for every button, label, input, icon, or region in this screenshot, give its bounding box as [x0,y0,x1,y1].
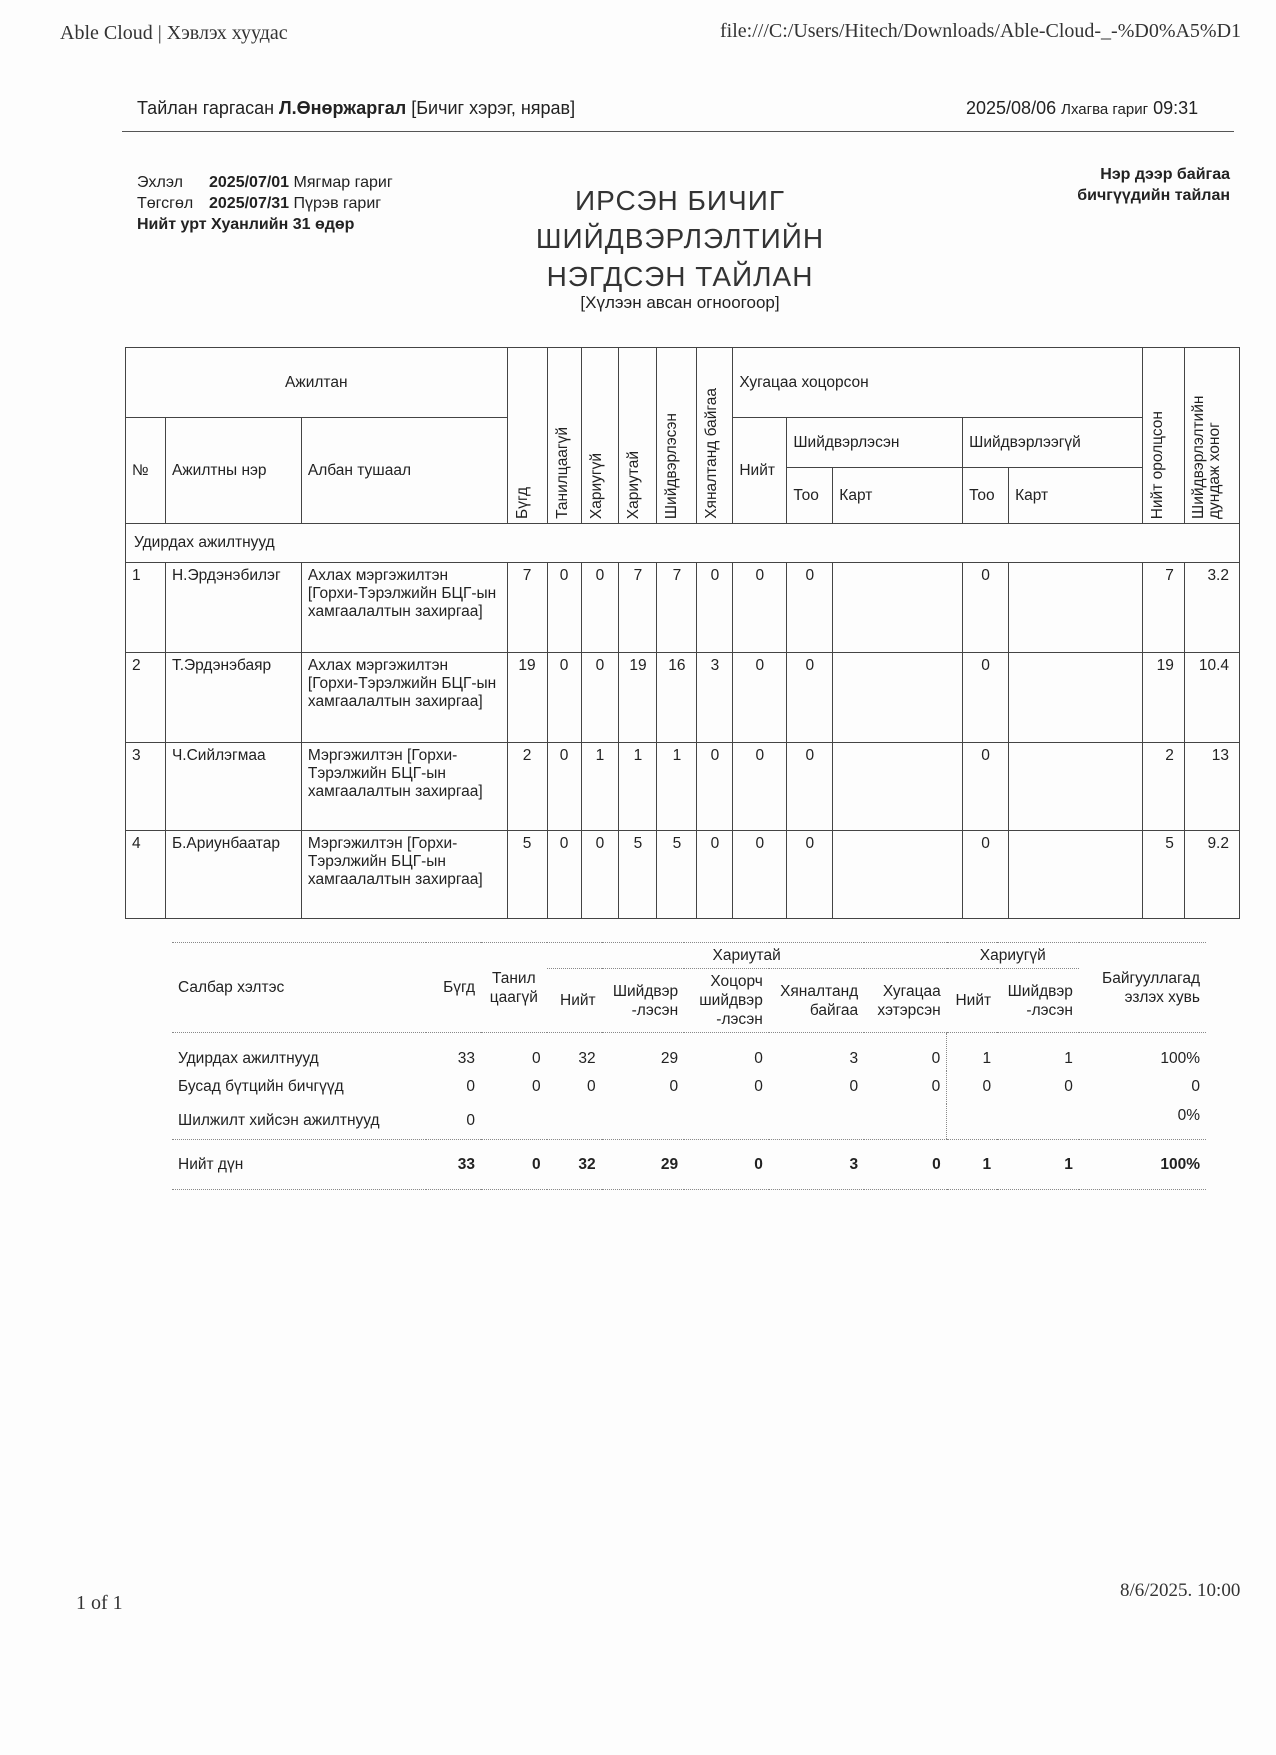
header-unresolved-count: Тоо [963,468,1009,524]
header-divider [122,131,1234,132]
table-row: Удирдах ажилтнууд 33 0 32 29 0 3 0 1 1 100% [172,1033,1206,1071]
generated-by: Тайлан гаргасан Л.Өнөржаргал [Бичиг хэрэг, нярав] [137,98,576,118]
employee-position: Мэргэжилтэн [Горхи-Тэрэлжийн БЦГ-ын хамгаалалтын захиргаа] [301,831,507,919]
header-overdue-unresolved: Шийдвэрлээгүй [963,418,1143,468]
employee-position: Ахлах мэргэжилтэн [Горхи-Тэрэлжийн БЦГ-ын хамгаалалтын захиргаа] [301,563,507,653]
header-in-control: Хяналтанд байгаа [697,348,733,524]
summary-total-row: Нийт дүн 33 0 32 29 0 3 0 1 1 100% [172,1140,1206,1190]
branch-summary-table [172,942,1206,1190]
table-row: 4 Б.Ариунбаатар Мэргэжилтэн [Горхи-Тэрэлжийн БЦГ-ын хамгаалалтын захиргаа] 5 0 0 5 5 0 0 0 0 5 9.2 [126,831,1240,919]
print-header-left: Able Cloud | Хэвлэх хуудас [60,22,288,44]
header-resolved-card: Карт [833,468,963,524]
header-total: Бүгд [507,348,547,524]
header-avg-days: Шийдвэрлэлтийн дундаж хоног [1184,348,1239,524]
generated-date: 2025/08/06 Лхагва гариг 09:31 [966,98,1199,118]
summary-header-noreply-total: Нийт [955,992,992,1009]
table-row: 2 Т.Эрдэнэбаяр Ахлах мэргэжилтэн [Горхи-Тэрэлжийн БЦГ-ын хамгаалалтын захиргаа] 19 0 0 19 16 3 0 0 0 19 10.4 [126,653,1240,743]
table-row: 3 Ч.Сийлэгмаа Мэргэжилтэн [Горхи-Тэрэлжийн БЦГ-ын хамгаалалтын захиргаа] 2 0 1 1 1 0 0 0 0 2 13 [126,743,1240,831]
header-resolved-count: Тоо [787,468,833,524]
header-no: № [126,418,166,524]
summary-header-branch: Салбар хэлтэс [172,943,426,1033]
table-row: Шилжилт хийсэн ажилтнууд 0 0% [172,1104,1206,1140]
header-overdue-resolved: Шийдвэрлэсэн [787,418,963,468]
employee-name: Т.Эрдэнэбаяр [165,653,301,743]
header-position: Албан тушаал [301,418,507,524]
summary-header-total: Бүгд [426,943,481,1033]
summary-header-share: Байгууллагад эзлэх хувь [1079,943,1206,1033]
employee-position: Ахлах мэргэжилтэн [Горхи-Тэрэлжийн БЦГ-ын хамгаалалтын захиргаа] [301,653,507,743]
report-type-note: Нэр дээр байгаа бичгүүдийн тайлан [1077,166,1230,204]
print-header-url: file:///C:/Users/Hitech/Downloads/Able-Cloud-_-%D0%A5%D1 [720,20,1242,42]
employee-name: Ч.Сийлэгмаа [165,743,301,831]
header-resolved: Шийдвэрлэсэн [657,348,697,524]
header-unresolved-card: Карт [1009,468,1143,524]
summary-header-reply-overdue: Хугацаа хэтэрсэн [877,982,941,1019]
report-title: ИРСЭН БИЧИГ ШИЙДВЭРЛЭЛТИЙН НЭГДСЭН ТАЙЛАН [535,185,825,292]
summary-header-noreply-resolved: Шийдвэр -лэсэн [1007,982,1073,1019]
summary-header-unacq: Танил цаагүй [481,943,547,1033]
summary-header-reply-control: Хяналтанд байгаа [780,982,859,1019]
header-total-received: Нийт оролцсон [1142,348,1184,524]
table-row: 1 Н.Эрдэнэбилэг Ахлах мэргэжилтэн [Горхи-Тэрэлжийн БЦГ-ын хамгаалалтын захиргаа] 7 0 0 7 7 0 0 0 0 7 3.2 [126,563,1240,653]
report-subtitle: [Хүлээн авсан огноогоор] [580,293,780,312]
header-with-reply: Хариутай [619,348,657,524]
summary-header-with-reply: Хариутай [547,943,947,969]
header-overdue: Хугацаа хоцорсон [733,348,1143,418]
print-footer-page: 1 of 1 [76,1592,123,1614]
group-label: Удирдах ажилтнууд [126,524,1240,563]
employee-report-table [125,347,1240,919]
print-footer-datetime: 8/6/2025. 10:00 [1120,1580,1241,1601]
employee-name: Н.Эрдэнэбилэг [165,563,301,653]
header-unacquainted: Танилцаагүй [547,348,581,524]
header-overdue-total: Нийт [733,418,787,524]
table-row: Бусад бүтцийн бичгүүд 0 0 0 0 0 0 0 0 0 0 [172,1071,1206,1104]
header-name: Ажилтны нэр [165,418,301,524]
report-period: Эхлэл 2025/07/01 Мягмар гариг Төгсгөл 2025/07/31 Пүрэв гариг Нийт урт Хуанлийн 31 өдөр [137,174,393,233]
summary-header-no-reply: Хариугүй [947,943,1079,969]
header-no-reply: Хариугүй [581,348,619,524]
employee-name: Б.Ариунбаатар [165,831,301,919]
generated-by-name: Л.Өнөржаргал [279,98,407,118]
employee-position: Мэргэжилтэн [Горхи-Тэрэлжийн БЦГ-ын хамгаалалтын захиргаа] [301,743,507,831]
summary-header-reply-resolved: Шийдвэр -лэсэн [612,982,679,1019]
header-employee: Ажилтан [126,348,508,418]
summary-header-reply-total: Нийт [560,992,596,1009]
summary-header-reply-late: Хоцорч шийдвэр -лэсэн [699,973,763,1028]
